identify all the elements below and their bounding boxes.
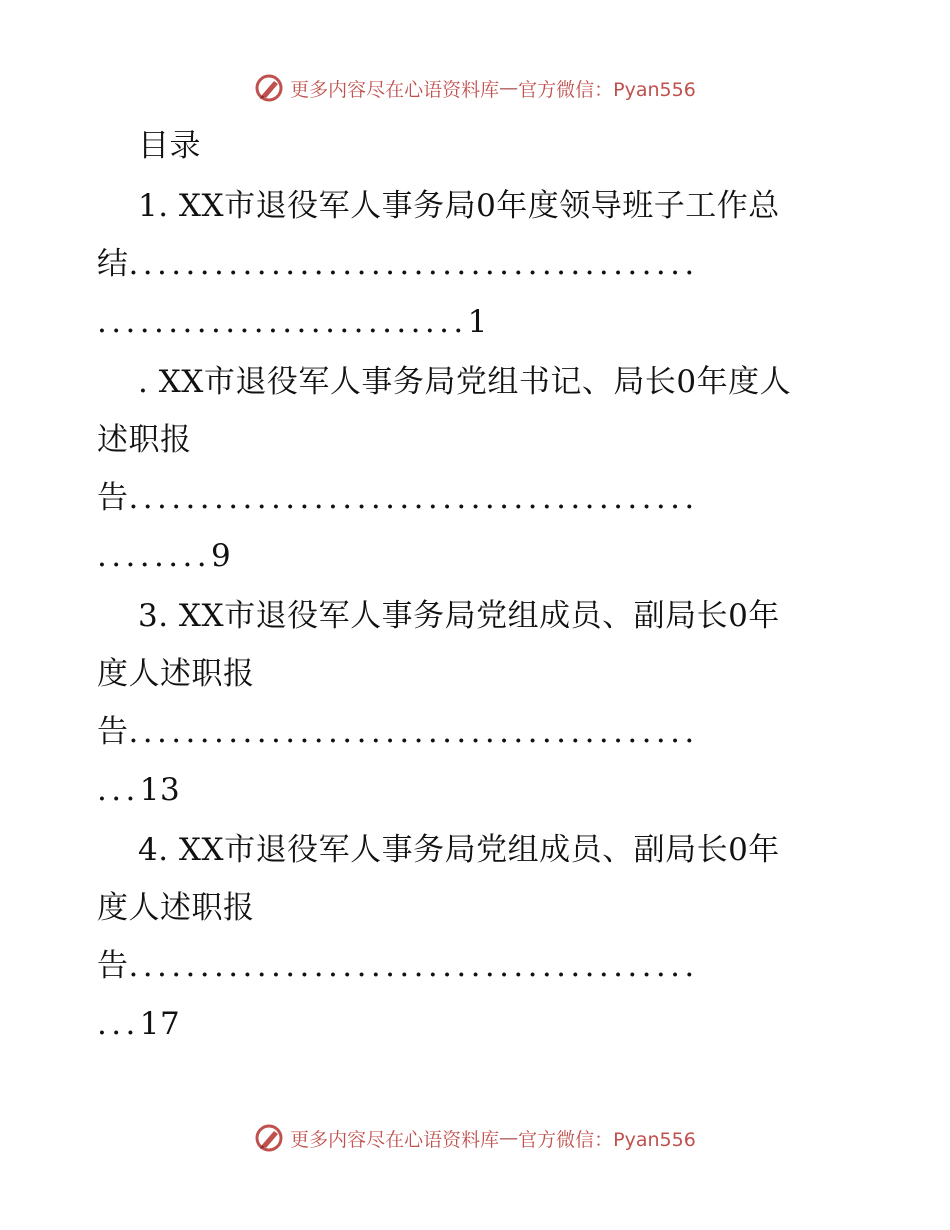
dot-leader: ... bbox=[97, 772, 140, 808]
toc-entry-1-page-line bbox=[97, 302, 488, 342]
dot-leader: ........................................ bbox=[128, 714, 699, 750]
toc-entry-3-page-line bbox=[97, 770, 180, 810]
toc-entry-4-leader bbox=[97, 946, 699, 986]
dot-leader: ... bbox=[97, 1006, 140, 1042]
toc-entry-2-leader bbox=[97, 478, 699, 518]
toc-entry-2-page-line bbox=[97, 536, 231, 576]
dot-leader: ........................................ bbox=[128, 480, 699, 516]
toc-entry-2-line2: 述职报 bbox=[97, 422, 192, 458]
toc-entry-1-lead-char: 结 bbox=[97, 246, 129, 282]
pen-logo-icon bbox=[254, 1123, 284, 1153]
toc-entry-4-line2: 度人述职报 bbox=[97, 890, 255, 926]
toc-entry-3-line2: 度人述职报 bbox=[97, 656, 255, 692]
toc-entry-3-leader bbox=[97, 712, 699, 752]
toc-entry-2-line1: . XX市退役军人事务局党组书记、局长0年度人 bbox=[138, 364, 792, 400]
dot-leader: .......................... bbox=[97, 304, 468, 340]
toc-entry-1-page: 1 bbox=[467, 304, 488, 340]
toc-entry-1-leader bbox=[97, 244, 699, 284]
toc-entry-4-lead-char: 告 bbox=[97, 948, 129, 984]
dot-leader: ........ bbox=[97, 538, 212, 574]
toc-title: 目录 bbox=[138, 128, 201, 164]
watermark-separator: — bbox=[499, 1127, 519, 1149]
watermark-text: 更多内容尽在心语资料库 bbox=[290, 1128, 500, 1151]
dot-leader: ........................................ bbox=[128, 948, 699, 984]
watermark-text: 更多内容尽在心语资料库 bbox=[290, 78, 500, 101]
toc-entry-3-page: 13 bbox=[139, 772, 181, 808]
toc-entry-2-lead-char: 告 bbox=[97, 480, 129, 516]
toc-entry-4-page-line bbox=[97, 1004, 180, 1044]
toc-entry-3-line1: 3. XX市退役军人事务局党组成员、副局长0年 bbox=[138, 598, 780, 634]
dot-leader: ........................................ bbox=[128, 246, 699, 282]
header-watermark bbox=[0, 68, 950, 108]
footer-watermark bbox=[0, 1118, 950, 1158]
toc-entry-1-line1: 1. XX市退役军人事务局0年度领导班子工作总 bbox=[138, 188, 780, 224]
toc-entry-2-page: 9 bbox=[211, 538, 232, 574]
toc-entry-3-lead-char: 告 bbox=[97, 714, 129, 750]
watermark-contact: 官方微信：Pyan556 bbox=[518, 78, 696, 101]
pen-logo-icon bbox=[254, 73, 284, 103]
toc-entry-4-line1: 4. XX市退役军人事务局党组成员、副局长0年 bbox=[138, 832, 780, 868]
watermark-contact: 官方微信：Pyan556 bbox=[518, 1128, 696, 1151]
toc-entry-4-page: 17 bbox=[139, 1006, 181, 1042]
watermark-separator: — bbox=[499, 77, 519, 99]
